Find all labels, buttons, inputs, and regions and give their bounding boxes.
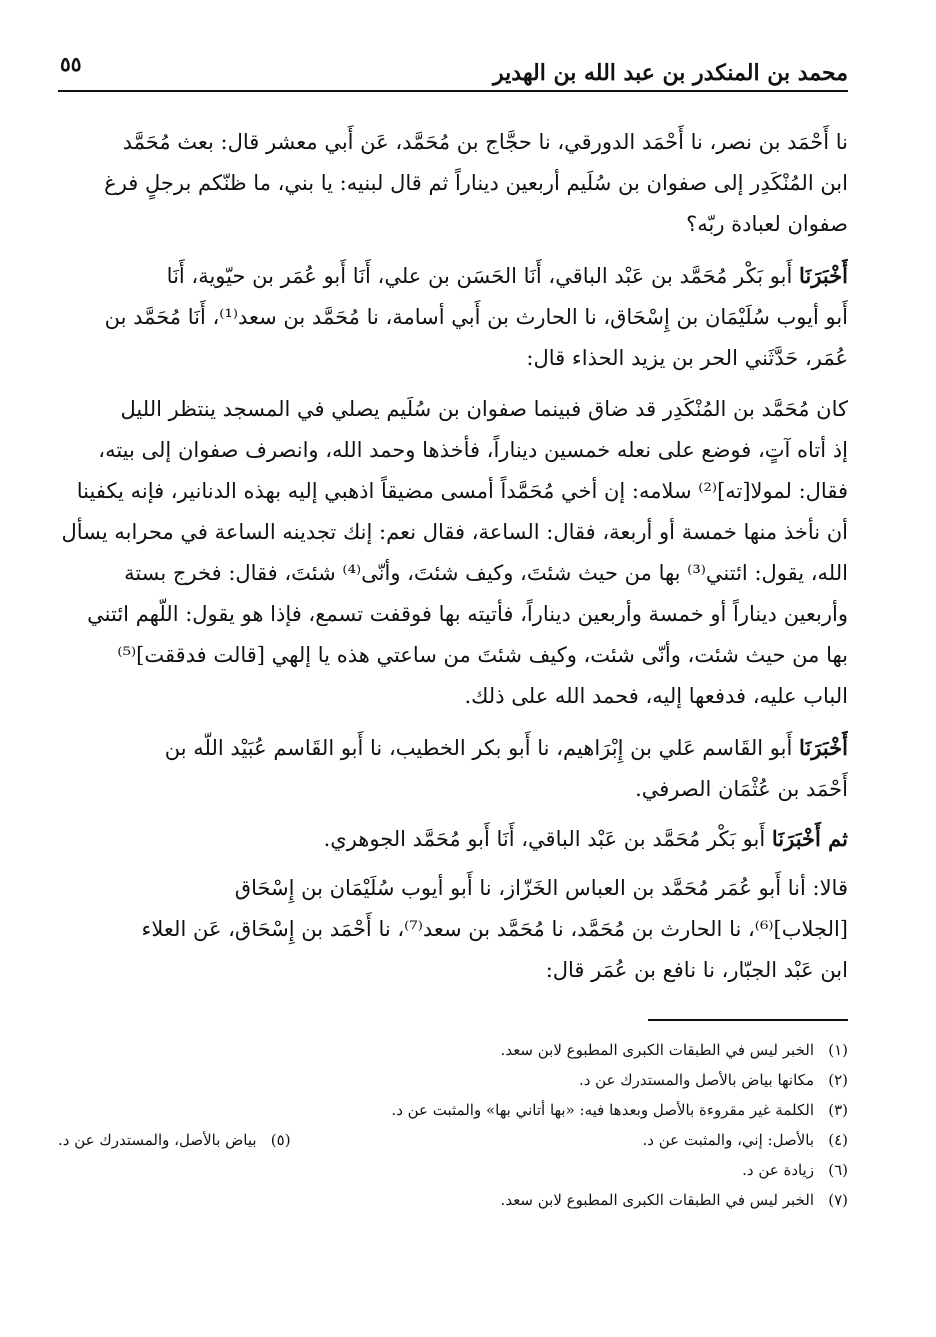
paragraph-6	[58, 868, 848, 991]
footnote-rule	[648, 1019, 848, 1021]
footnote-4	[643, 1125, 848, 1155]
footnote-number: (٧)	[828, 1191, 848, 1209]
page-number: ٥٥	[60, 52, 82, 76]
footnote-number: (٣)	[828, 1101, 848, 1119]
running-header	[58, 40, 848, 92]
footnote-text: زيادة عن د.	[742, 1161, 814, 1179]
footnote-3	[58, 1095, 848, 1125]
header-rule	[58, 90, 848, 92]
paragraph-1	[58, 122, 848, 245]
paragraph-4	[58, 727, 848, 810]
text-line: الله، يقول: ائتني⁽³⁾ بها من حيث شئتَ، وكيف شئتَ، وأنّى⁽⁴⁾ شئتَ، فقال: فخرج بستة	[124, 561, 848, 585]
text-line	[58, 727, 848, 769]
isnad-lead: ثم أَخْبَرَنَا	[771, 826, 848, 851]
text-line: قالا: أنا أَبو عُمَر مُحَمَّد بن العباس الخَزّاز، نا أَبو أيوب سُلَيْمَان بن إِسْحَاق	[234, 876, 848, 900]
text-line: أن نأخذ منها خمسة أو أربعة، فقال: الساعة، فقال نعم: إنك تجدينه الساعة في محرابه يسأل	[61, 520, 848, 544]
footnotes	[58, 1035, 848, 1215]
footnote-number: (٦)	[828, 1161, 848, 1179]
text-line: ابن عَبْد الجبّار، نا نافع بن عُمَر قال:	[545, 958, 848, 982]
paragraph-3	[58, 389, 848, 717]
text-span: أَبو بَكْر مُحَمَّد بن عَبْد الباقي، أَنَا الحَسَن بن علي، أَنَا أَبو عُمَر بن حيّوية، أَنَا	[166, 264, 800, 288]
text-line: [الجلاب]⁽⁶⁾، نا الحارث بن مُحَمَّد، نا مُحَمَّد بن سعد⁽⁷⁾، نا أَحْمَد بن إِسْحَاق، عَن العلاء	[141, 917, 848, 941]
text-line: ابن المُنْكَدِر إلى صفوان بن سُلَيم أربعين ديناراً ثم قال لبنيه: يا بني، ما ظنّكم برجلٍ فرغ	[104, 171, 848, 195]
paragraph-5	[58, 818, 848, 860]
paragraph-2	[58, 255, 848, 379]
text-line: كان مُحَمَّد بن المُنْكَدِر قد ضاق فبينما صفوان بن سُلَيم يصلي في المسجد ينتظر الليل	[120, 397, 848, 421]
text-line: وأربعين ديناراً أو خمسة وأربعين ديناراً، فأتيته بها فوقفت تسمع، فإذا هو يقول: اللّهم ائتني	[87, 602, 848, 626]
footnote-6	[58, 1155, 848, 1185]
footnote-5	[58, 1125, 291, 1155]
text-line: صفوان لعبادة ربّه؟	[686, 212, 848, 236]
text-line: فقال: لمولا[ته]⁽²⁾ سلامه: إن أخي مُحَمَّداً أمسى مضيقاً اذهبي إليه بهذه الدنانير، فإنه يكفينا	[76, 479, 848, 503]
text-line: أَحْمَد بن عُثْمَان الصرفي.	[635, 777, 848, 801]
isnad-lead: أَخْبَرَنَا	[799, 263, 848, 288]
text-line: بها من حيث شئت، وأنّى شئت، وكيف شئتَ من ساعتي هذه يا إلهي [قالت فدققت]⁽⁵⁾	[117, 643, 848, 667]
text-line: إذ أتاه آتٍ، فوضع على نعله خمسين ديناراً، فأخذها وحمد الله، وانصرف صفوان إلى بيته،	[98, 438, 848, 462]
footnote-text: الخبر ليس في الطبقات الكبرى المطبوع لابن سعد.	[500, 1041, 814, 1059]
isnad-lead: أَخْبَرَنَا	[799, 735, 848, 760]
footnote-number: (٢)	[828, 1071, 848, 1089]
book-page	[58, 40, 848, 1310]
footnote-number: (٥)	[270, 1131, 291, 1149]
text-line: أَبو أيوب سُلَيْمَان بن إِسْحَاق، نا الحارث بن أَبي أسامة، نا مُحَمَّد بن سعد⁽¹⁾، أَنَا مُحَمَّد بن	[104, 305, 848, 329]
footnote-row-4-5	[58, 1125, 848, 1155]
footnote-text: الخبر ليس في الطبقات الكبرى المطبوع لابن سعد.	[500, 1191, 814, 1209]
text-span: أَبو القَاسم عَلي بن إِبْرَاهيم، نا أَبو بكر الخطيب، نا أَبو القَاسم عُبَيْد اللّه بن	[164, 736, 800, 760]
text-line: نا أَحْمَد بن نصر، نا أَحْمَد الدورقي، نا حجَّاج بن مُحَمَّد، عَن أَبي معشر قال: بعث مُحَمَّد	[122, 130, 848, 154]
text-line: الباب عليه، فدفعها إليه، فحمد الله على ذلك.	[464, 684, 848, 708]
footnote-text: بياض بالأصل، والمستدرك عن د.	[58, 1131, 257, 1149]
footnote-1	[58, 1035, 848, 1065]
running-title: محمد بن المنكدر بن عبد الله بن الهدير	[493, 60, 848, 86]
footnote-2	[58, 1065, 848, 1095]
footnote-7	[58, 1185, 848, 1215]
footnote-text: الكلمة غير مقروءة بالأصل وبعدها فيه: «بها أتاني بها» والمثبت عن د.	[391, 1101, 814, 1119]
body-text	[58, 122, 848, 991]
footnote-text: مكانها بياض بالأصل والمستدرك عن د.	[578, 1071, 814, 1089]
text-span: أَبو بَكْر مُحَمَّد بن عَبْد الباقي، أَنَا أَبو مُحَمَّد الجوهري.	[323, 827, 772, 851]
footnote-text: بالأصل: إني، والمثبت عن د.	[642, 1131, 814, 1149]
text-line	[58, 255, 848, 297]
footnote-number: (٤)	[828, 1131, 848, 1149]
footnote-number: (١)	[828, 1041, 848, 1059]
text-line: عُمَر، حَدَّثَني الحر بن يزيد الحذاء قال:	[526, 346, 848, 370]
text-line	[58, 818, 848, 860]
